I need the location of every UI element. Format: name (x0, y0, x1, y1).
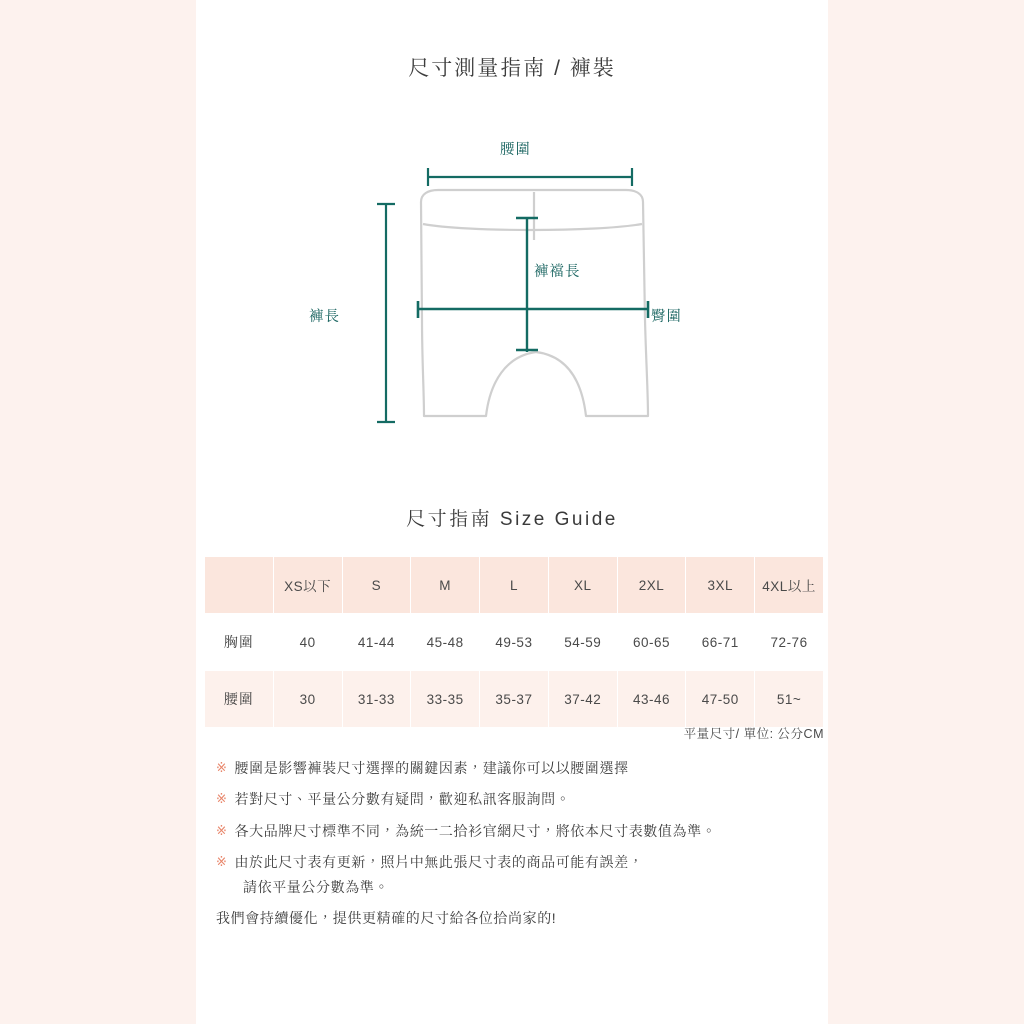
size-table-body (205, 614, 824, 728)
column-header-4xl: 4XL以上 (755, 557, 824, 614)
size-table (204, 556, 824, 728)
note-text: 腰圍是影響褲裝尺寸選擇的關鍵因素，建議你可以以腰圍選擇 (234, 760, 629, 776)
waist-measure-line (428, 168, 632, 186)
cell-waist-l: 35-37 (480, 671, 549, 728)
note-text: 由於此尺寸表有更新，照片中無此張尺寸表的商品可能有誤差， (234, 853, 644, 870)
measurement-diagram (196, 120, 828, 460)
column-header-3xl: 3XL (686, 557, 755, 614)
size-table-head (205, 557, 824, 614)
cell-waist-2xl: 43-46 (617, 671, 686, 728)
measurement-unit-note: 平量尺寸/ 單位: 公分CM (683, 727, 824, 741)
note-item (216, 821, 816, 841)
cell-chest-l: 49-53 (480, 614, 549, 671)
column-header-xs: XS以下 (273, 557, 342, 614)
cell-waist-m: 33-35 (411, 671, 480, 728)
note-item (216, 852, 816, 872)
note-text: 各大品牌尺寸標準不同，為統一二拾衫官網尺寸，將依本尺寸表數值為準。 (234, 822, 717, 839)
cell-chest-3xl: 66-71 (686, 614, 755, 671)
hip-measure-line (418, 301, 648, 318)
cell-chest-4xl: 72-76 (755, 614, 824, 671)
hip-label: 臀圍 (651, 309, 682, 325)
shorts-illustration (196, 120, 828, 460)
size-table-wrap (204, 556, 824, 728)
page-content (196, 0, 828, 1024)
cell-waist-xs: 30 (273, 671, 342, 728)
row-header-chest: 胸圍 (205, 614, 274, 671)
cell-chest-2xl: 60-65 (617, 614, 686, 671)
garment-outline (421, 190, 648, 416)
title-highlight-underline (402, 79, 622, 86)
cell-chest-xs: 40 (273, 614, 342, 671)
cell-waist-3xl: 47-50 (686, 671, 755, 728)
table-header-row (205, 557, 824, 614)
column-header-m: M (411, 557, 480, 614)
waist-label: 腰圍 (500, 142, 531, 158)
cell-waist-s: 31-33 (342, 671, 411, 728)
table-corner-cell (205, 557, 274, 614)
crotch-length-label: 褲襠長 (534, 264, 581, 280)
cell-chest-s: 41-44 (342, 614, 411, 671)
cell-waist-xl: 37-42 (548, 671, 617, 728)
right-color-band (828, 0, 1024, 1024)
note-item (216, 789, 816, 809)
column-header-2xl: 2XL (617, 557, 686, 614)
cell-chest-xl: 54-59 (548, 614, 617, 671)
size-guide-heading: 尺寸指南 Size Guide (406, 509, 618, 530)
column-header-s: S (342, 557, 411, 614)
note-item (216, 758, 816, 778)
note-mark-icon: ※ (216, 760, 228, 775)
note-text: 若對尺寸、平量公分數有疑問，歡迎私訊客服詢問。 (234, 791, 571, 808)
length-measure-line (377, 204, 395, 422)
cell-chest-m: 45-48 (411, 614, 480, 671)
page-title-wrap (196, 52, 828, 86)
note-closing: 我們會持續優化，提供更精確的尺寸給各位拾尚家的! (216, 910, 557, 927)
column-header-l: L (480, 557, 549, 614)
note-mark-icon: ※ (216, 791, 228, 807)
note-continuation: 請依平量公分數為準。 (243, 879, 389, 896)
page-title-text: 尺寸測量指南 / 褲裝 (408, 57, 616, 80)
table-row (205, 671, 824, 728)
page-title (402, 52, 622, 86)
note-mark-icon: ※ (216, 853, 228, 869)
column-header-xl: XL (548, 557, 617, 614)
row-header-waist: 腰圍 (205, 671, 274, 728)
table-row (205, 614, 824, 671)
pant-length-label: 褲長 (309, 309, 340, 325)
note-mark-icon: ※ (216, 822, 228, 838)
cell-waist-4xl: 51~ (755, 671, 824, 728)
notes-section (216, 758, 816, 928)
left-color-band (0, 0, 196, 1024)
